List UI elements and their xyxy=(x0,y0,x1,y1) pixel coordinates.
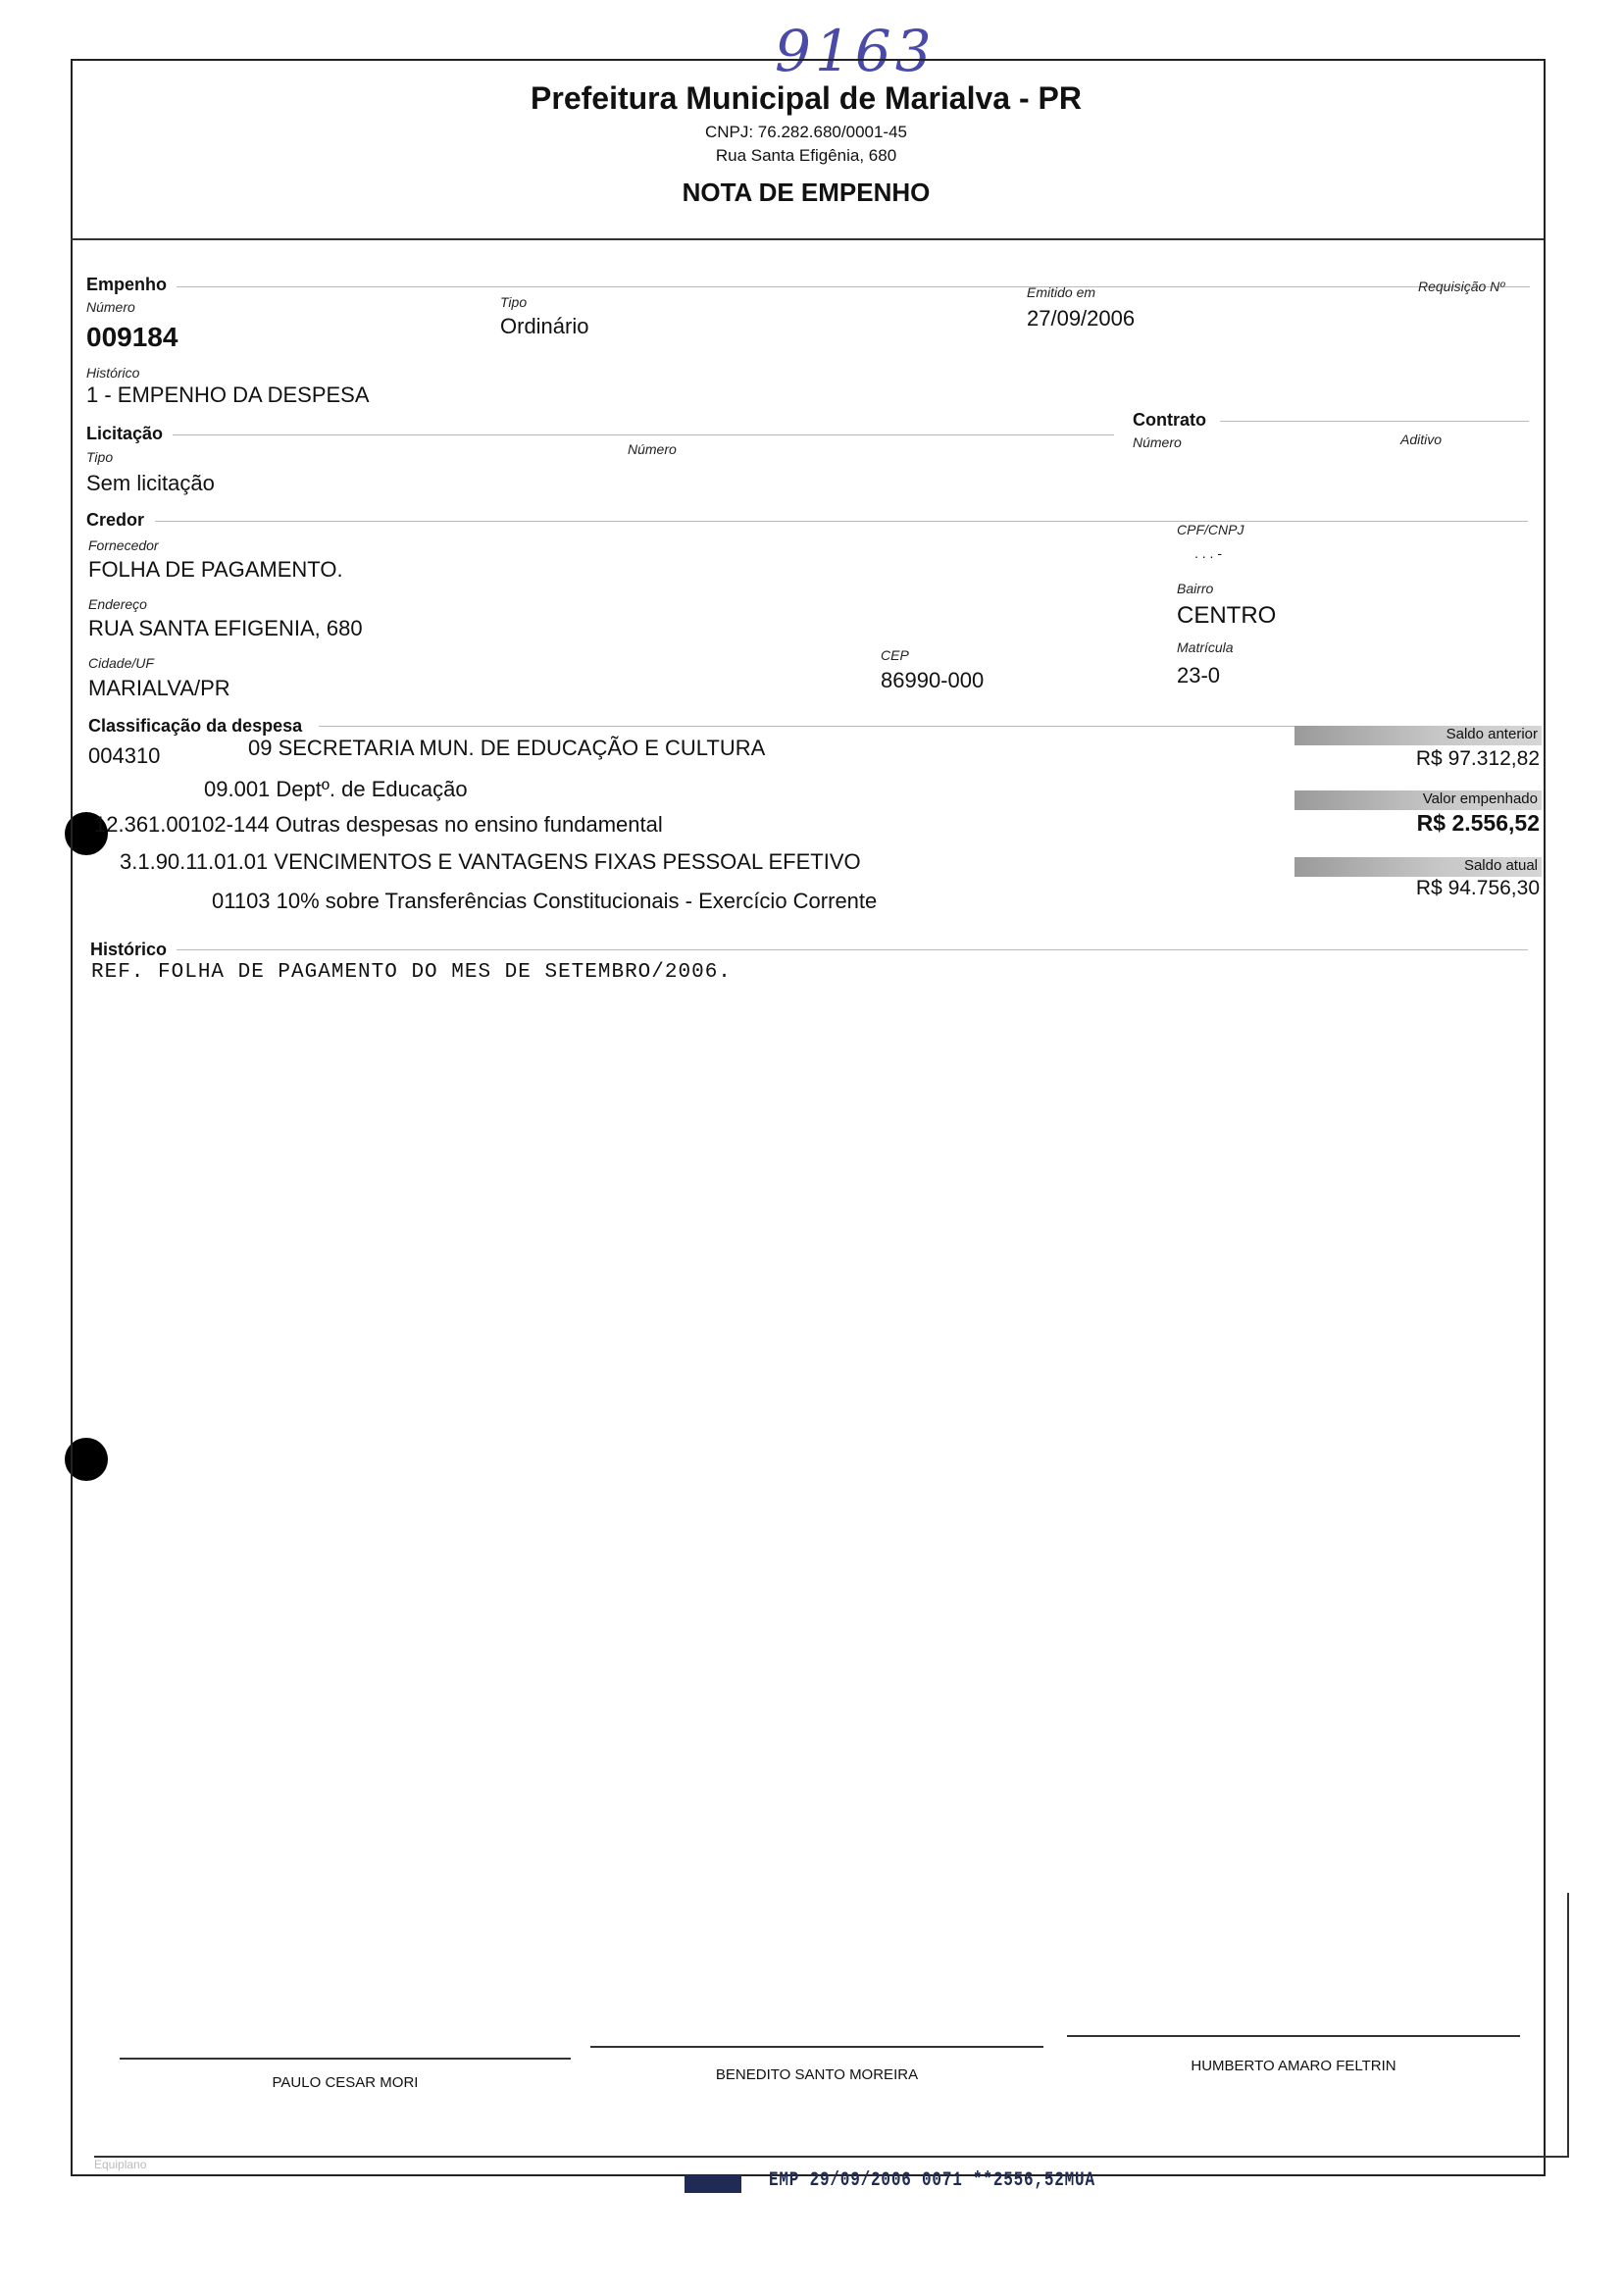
cep: 86990-000 xyxy=(881,668,985,692)
signature-name-3: HUMBERTO AMARO FELTRIN xyxy=(1191,2058,1396,2074)
municipality-title: Prefeitura Municipal de Marialva - PR xyxy=(531,80,1082,116)
valor-empenhado-bar xyxy=(1294,790,1542,810)
saldo-atual: R$ 94.756,30 xyxy=(1415,877,1540,899)
signature-name-1: PAULO CESAR MORI xyxy=(272,2074,419,2091)
signature-name-2: BENEDITO SANTO MOREIRA xyxy=(715,2066,919,2083)
empenho-tipo: Ordinário xyxy=(500,314,589,338)
credor-line xyxy=(155,521,1528,522)
matricula: 23-0 xyxy=(1177,663,1221,688)
saldo-anterior-bar xyxy=(1294,726,1542,745)
historico-line xyxy=(177,949,1528,950)
empenho-historico-label: Histórico xyxy=(86,365,140,381)
cpf-value: . . . - xyxy=(1194,545,1222,561)
classificacao-section-label: Classificação da despesa xyxy=(88,716,303,736)
contrato-section-label: Contrato xyxy=(1133,410,1206,430)
classificacao-secretaria: 09 SECRETARIA MUN. DE EDUCAÇÃO E CULTURA xyxy=(248,736,766,760)
contrato-numero-label: Número xyxy=(1133,434,1182,450)
valor-empenhado: R$ 2.556,52 xyxy=(1416,810,1540,836)
handwritten-number: 9163 xyxy=(775,18,936,84)
bairro-label: Bairro xyxy=(1177,581,1214,596)
cidade-label: Cidade/UF xyxy=(88,655,154,671)
signature-line-1 xyxy=(120,2058,571,2060)
licitacao-tipo: Sem licitação xyxy=(86,471,215,495)
cep-label: CEP xyxy=(881,647,909,663)
classificacao-code: 004310 xyxy=(88,743,161,768)
cpf-label: CPF/CNPJ xyxy=(1177,522,1244,537)
saldo-atual-label: Saldo atual xyxy=(1463,857,1538,874)
licitacao-line xyxy=(173,434,1114,435)
empenho-numero-label: Número xyxy=(86,299,135,315)
signature-line-2 xyxy=(590,2046,1043,2048)
contrato-aditivo-label: Aditivo xyxy=(1400,432,1443,447)
licitacao-tipo-label: Tipo xyxy=(86,449,114,465)
saldo-anterior: R$ 97.312,82 xyxy=(1415,747,1540,770)
valor-empenhado-label: Valor empenhado xyxy=(1422,790,1538,807)
empenho-numero: 009184 xyxy=(86,322,178,352)
footer-stamp: EMP 29/09/2006 0071 **2556,52MUA xyxy=(769,2169,1095,2192)
classificacao-fonte: 01103 10% sobre Transferências Constitucionais - Exercício Corrente xyxy=(212,889,878,913)
cnpj: CNPJ: 76.282.680/0001-45 xyxy=(704,123,908,141)
historico-section-label: Histórico xyxy=(90,940,168,959)
empenho-historico: 1 - EMPENHO DA DESPESA xyxy=(86,382,370,407)
classificacao-elemento: 3.1.90.11.01.01 VENCIMENTOS E VANTAGENS FIXAS PESSOAL EFETIVO xyxy=(120,849,861,874)
saldo-atual-bar xyxy=(1294,857,1542,877)
credor-section-label: Credor xyxy=(86,510,145,530)
signature-line-3 xyxy=(1067,2035,1520,2037)
historico-text: REF. FOLHA DE PAGAMENTO DO MES DE SETEMBRO/2006. xyxy=(91,961,732,984)
classificacao-departamento: 09.001 Deptº. de Educação xyxy=(204,777,468,801)
empenho-section-label: Empenho xyxy=(86,275,168,294)
header-separator xyxy=(71,238,1544,240)
header-address: Rua Santa Efigênia, 680 xyxy=(715,146,897,165)
frame-bottom-edge xyxy=(94,2156,1569,2158)
fornecedor-label: Fornecedor xyxy=(88,537,159,553)
frame-right-edge xyxy=(1567,1893,1569,2158)
requisicao-label: Requisição Nº xyxy=(1418,279,1505,294)
licitacao-section-label: Licitação xyxy=(86,424,164,443)
licitacao-numero-label: Número xyxy=(628,441,677,457)
software-watermark: Equiplano xyxy=(94,2158,147,2171)
footer-stamp-logo xyxy=(685,2175,741,2193)
bairro: CENTRO xyxy=(1177,602,1277,629)
document-title: NOTA DE EMPENHO xyxy=(682,178,931,207)
header xyxy=(71,80,1542,208)
empenho-tipo-label: Tipo xyxy=(500,294,528,310)
empenho-line xyxy=(177,286,1530,287)
matricula-label: Matrícula xyxy=(1177,639,1234,655)
endereco: RUA SANTA EFIGENIA, 680 xyxy=(88,616,363,640)
cidade: MARIALVA/PR xyxy=(88,676,230,700)
document-frame xyxy=(71,59,1546,2176)
classificacao-funcional: 12.361.00102-144 Outras despesas no ensino fundamental xyxy=(94,812,663,837)
saldo-anterior-label: Saldo anterior xyxy=(1446,726,1538,742)
fornecedor: FOLHA DE PAGAMENTO. xyxy=(88,557,343,582)
emitido-date: 27/09/2006 xyxy=(1027,306,1136,331)
endereco-label: Endereço xyxy=(88,596,147,612)
contrato-line xyxy=(1220,421,1529,422)
emitido-label: Emitido em xyxy=(1027,284,1096,300)
